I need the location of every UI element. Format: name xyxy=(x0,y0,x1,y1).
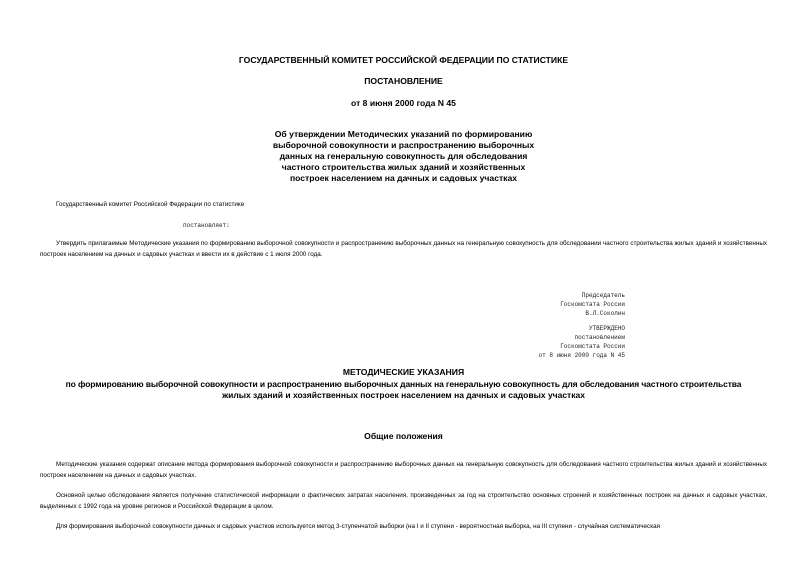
signature-position: Председатель xyxy=(581,292,625,299)
section-heading-general: Общие положения xyxy=(364,431,443,441)
approved-label: УТВЕРЖДЕНО xyxy=(588,325,625,332)
decrees-word: постановляет: xyxy=(183,222,230,229)
decree-title-line: частного строительства жилых зданий и хозяйственных xyxy=(281,162,526,172)
guidelines-subheading: по формированию выборочной совокупности и распространению выборочных данных на генеральную совокупность для обследования частного строительства xyxy=(65,379,742,389)
paragraph: Основной целью обследования является получение статистической информации о фактических затратах населения, произведенных за год на строительство основных строений и хозяйственных построек на дачных и садовых участках, выделенных с 1992 года на уровне регионов и Российской Федерации в целом. xyxy=(40,492,767,510)
issuer-text: Государственный комитет Российской Федерации по статистике xyxy=(56,201,245,208)
paragraph: Для формирования выборочной совокупности дачных и садовых участков используется метод 3-ступенчатой выборки (на I и II ступени - вероятностная выборка, на III ступени - случайная систематическая xyxy=(56,523,661,530)
document-type: ПОСТАНОВЛЕНИЕ xyxy=(364,76,443,86)
signature-org: Госкомстата России xyxy=(560,301,625,308)
decree-title-line: данных на генеральную совокупность для обследования xyxy=(279,151,528,161)
approve-paragraph: Утвердить прилагаемые Методические указания по формированию выборочной совокупности и распространению выборочных данных на генеральную совокупность для обследовании частного строительства жилых зданий и хозяйственных построек населением на дачных и садовых участках и ввести их в действие с 1 июля 2000 года. xyxy=(40,240,767,258)
approved-org: Госкомстата России xyxy=(560,343,625,350)
paragraph: Методические указания содержат описание метода формирования выборочной совокупности и распространению выборочных данных на генеральную совокупность для обследования частного строительства жилых зданий и хозяйственных построек населением на дачных и садовых участках. xyxy=(40,461,767,479)
signature-name: В.Л.Соколин xyxy=(585,310,625,317)
approved-date-number: от 8 июня 2000 года N 45 xyxy=(538,352,625,359)
decree-title-line: построек населением на дачных и садовых участках xyxy=(289,173,518,183)
decree-title-line: выборочной совокупности и распространению выборочных xyxy=(272,140,535,150)
approved-by: постановлением xyxy=(574,334,625,341)
guidelines-heading: МЕТОДИЧЕСКИЕ УКАЗАНИЯ xyxy=(342,367,465,377)
guidelines-subheading: жилых зданий и хозяйственных построек населением на дачных и садовых участках xyxy=(222,390,585,400)
decree-title-line: Об утверждении Методических указаний по формированию xyxy=(274,129,533,139)
decree-date-number: от 8 июня 2000 года N 45 xyxy=(351,98,456,108)
committee-heading: ГОСУДАРСТВЕННЫЙ КОМИТЕТ РОССИЙСКОЙ ФЕДЕРАЦИИ ПО СТАТИСТИКЕ xyxy=(238,55,569,65)
